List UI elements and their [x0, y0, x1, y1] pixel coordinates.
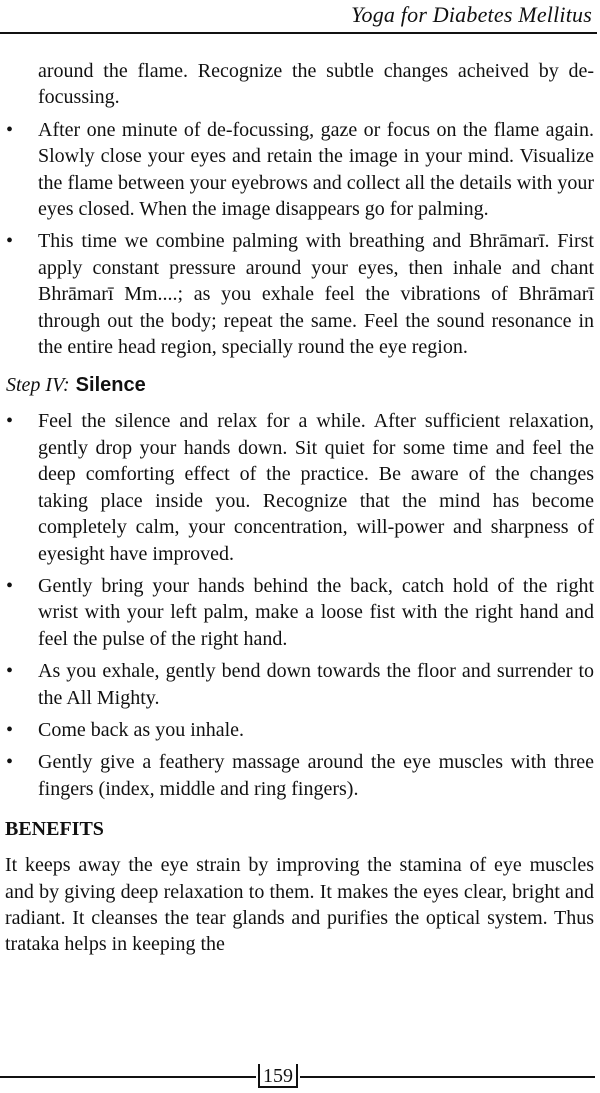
step4-bullet-list: [0, 408, 600, 802]
bullet-icon: •: [6, 410, 14, 433]
bullet-icon: •: [6, 230, 14, 253]
bullet-icon: •: [6, 118, 14, 141]
step-label: Step IV:: [6, 374, 70, 397]
list-item-text: As you exhale, gently bend down towards the floor and surrender to the All Mighty.: [38, 660, 594, 709]
list-item-text: Come back as you inhale.: [38, 718, 245, 741]
list-item: [0, 228, 600, 360]
list-item: [0, 658, 600, 711]
page-footer: [0, 1064, 600, 1090]
bullet-icon: •: [6, 574, 14, 597]
bullet-icon: •: [6, 718, 14, 741]
benefits-paragraph: It keeps away the eye strain by improving the stamina of eye muscles and by giving deep relaxation to them. It makes the eyes clear, bright and radiant. It cleanses the tear glands and purifies the optical system. Thus trataka helps in keeping the: [5, 854, 594, 956]
list-item: [0, 749, 600, 802]
running-header: Yoga for Diabetes Mellitus: [351, 2, 592, 27]
list-item-text: Gently give a feathery massage around the eye muscles with three fingers (index, middle and ring fingers).: [38, 751, 594, 800]
list-item-text: After one minute of de-focussing, gaze or focus on the flame again. Slowly close your eyes and retain the image in your mind. Visualize the flame between your eyebrows and collect all the details with your eyes closed. When the image disappears go for palming.: [38, 118, 594, 221]
bullet-icon: •: [6, 660, 14, 683]
step3-bullet-list: [0, 117, 600, 361]
page-number: 159: [258, 1064, 298, 1088]
list-item-text: This time we combine palming with breathing and Bhrāmarī. First apply constant pressure around your eyes, then inhale and chant Bhrāmarī Mm....; as you exhale feel the vibrations of Bhrāmarī through out the body; repeat the same. Feel the sound resonance in the entire head region, specially round the eye region.: [38, 230, 594, 359]
step-title: Silence: [75, 374, 146, 397]
list-item: [0, 408, 600, 566]
list-item: [0, 573, 600, 652]
list-item: [0, 117, 600, 223]
list-item-text: Feel the silence and relax for a while. After sufficient relaxation, gently drop your hands down. Sit quiet for some time and feel the deep comforting effect of the practice. Be aware of the changes taking place inside you. Recognize that the mind has become completely calm, your concentration, will-power and sharpness of eyesight have improved.: [38, 410, 594, 565]
step-heading: [6, 372, 600, 398]
continuation-paragraph: around the flame. Recognize the subtle changes acheived by de-focussing.: [38, 60, 594, 109]
header-rule: [0, 32, 597, 34]
benefits-heading: BENEFITS: [5, 818, 104, 841]
page-body: [0, 58, 600, 958]
footer-rule-left: [0, 1076, 256, 1078]
footer-rule-right: [300, 1076, 595, 1078]
list-item: [0, 717, 600, 743]
bullet-icon: •: [6, 751, 14, 774]
list-item-text: Gently bring your hands behind the back, catch hold of the right wrist with your left palm, make a loose fist with the right hand and feel the pulse of the right hand.: [38, 574, 594, 650]
